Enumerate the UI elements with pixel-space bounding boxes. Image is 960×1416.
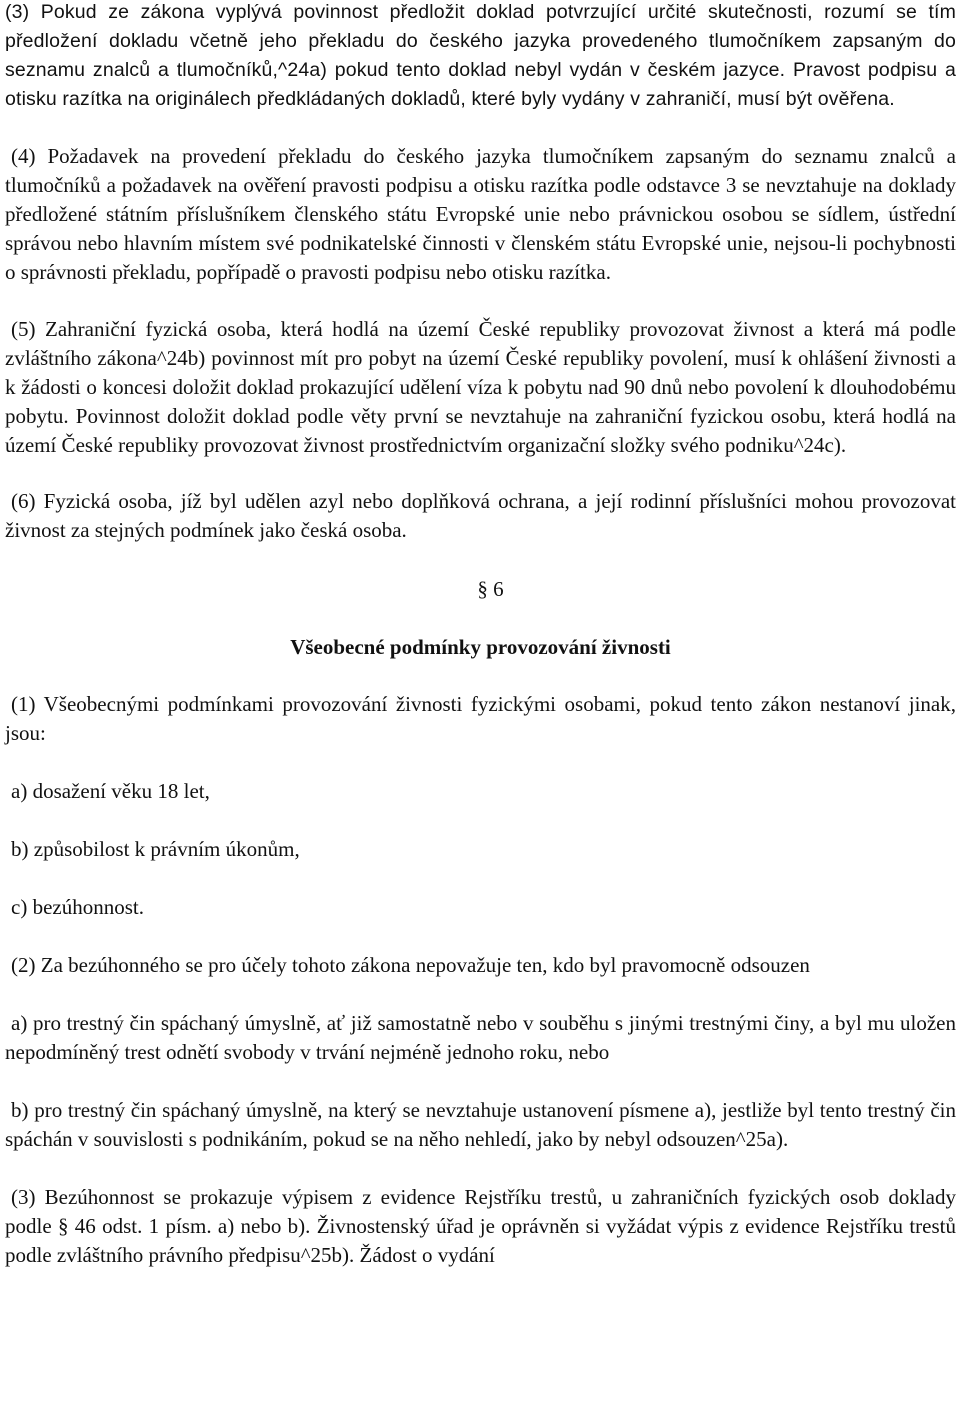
list-item-b: b) způsobilost k právním úkonům,	[11, 837, 300, 861]
list-item-c: c) bezúhonnost.	[11, 895, 144, 919]
paragraph-4: (4) Požadavek na provedení překladu do českého jazyka tlumočníkem zapsaným do seznamu znalců a tlumočníků a požadavek na ověření pravosti podpisu a otisku razítka podle odstavce 3 se nevztahuje na doklady předložené státním příslušníkem členského státu Evropské unie nebo právnickou osobou se sídlem, ústřední správou nebo hlavním místem své podnikatelské činnosti v členském státu Evropské unie, nejsou-li pochybnosti o správnosti překladu, popřípadě o pravosti podpisu nebo otisku razítka.	[5, 144, 956, 284]
paragraph-6: (6) Fyzická osoba, jíž byl udělen azyl nebo doplňková ochrana, a její rodinní příslušníci mohou provozovat živnost za stejných podmínek jako česká osoba.	[5, 489, 956, 542]
paragraph-3-evidence: (3) Bezúhonnost se prokazuje výpisem z evidence Rejstříku trestů, u zahraničních fyzických osob doklady podle § 46 odst. 1 písm. a) nebo b). Živnostenský úřad je oprávněn si vyžádat výpis z evidence Rejstříku trestů podle zvláštního právního předpisu^25b). Žádost o vydání	[5, 1185, 956, 1267]
section-number: § 6	[477, 577, 504, 601]
paragraph-2-item-b: b) pro trestný čin spáchaný úmyslně, na který se nevztahuje ustanovení písmene a), jestliže byl tento trestný čin spáchán v souvislosti s podnikáním, pokud se na něho nehledí, jako by nebyl odsouzen^25a).	[5, 1098, 956, 1151]
paragraph-2: (2) Za bezúhonného se pro účely tohoto zákona nepovažuje ten, kdo byl pravomocně odsouzen	[11, 953, 810, 977]
section-heading: Všeobecné podmínky provozování živnosti	[290, 635, 671, 659]
list-item-a: a) dosažení věku 18 let,	[11, 779, 210, 803]
paragraph-3: (3) Pokud ze zákona vyplývá povinnost předložit doklad potvrzující určité skutečnosti, rozumí se tím předložení dokladu včetně jeho překladu do českého jazyka provedeného tlumočníkem zapsaným do seznamu znalců a tlumočníků,^24a) pokud tento doklad nebyl vydán v českém jazyce. Pravost podpisu a otisku razítka na originálech předkládaných dokladů, které byly vydány v zahraničí, musí být ověřena.	[5, 1, 956, 110]
paragraph-1: (1) Všeobecnými podmínkami provozování živnosti fyzickými osobami, pokud tento zákon nestanoví jinak, jsou:	[5, 692, 956, 745]
paragraph-5: (5) Zahraniční fyzická osoba, která hodlá na území České republiky provozovat živnost a která má podle zvláštního zákona^24b) povinnost mít pro pobyt na území České republiky povolení, musí k ohlášení živnosti a k žádosti o koncesi doložit doklad prokazující udělení víza k pobytu nad 90 dnů nebo povolení k dlouhodobému pobytu. Povinnost doložit doklad podle věty první se nevztahuje na zahraniční fyzickou osobu, která hodlá na území České republiky provozovat živnost prostřednictvím organizační složky svého podniku^24c).	[5, 317, 956, 457]
paragraph-2-item-a: a) pro trestný čin spáchaný úmyslně, ať již samostatně nebo v souběhu s jinými trestnými činy, a byl mu uložen nepodmíněný trest odnětí svobody v trvání nejméně jednoho roku, nebo	[5, 1011, 956, 1064]
